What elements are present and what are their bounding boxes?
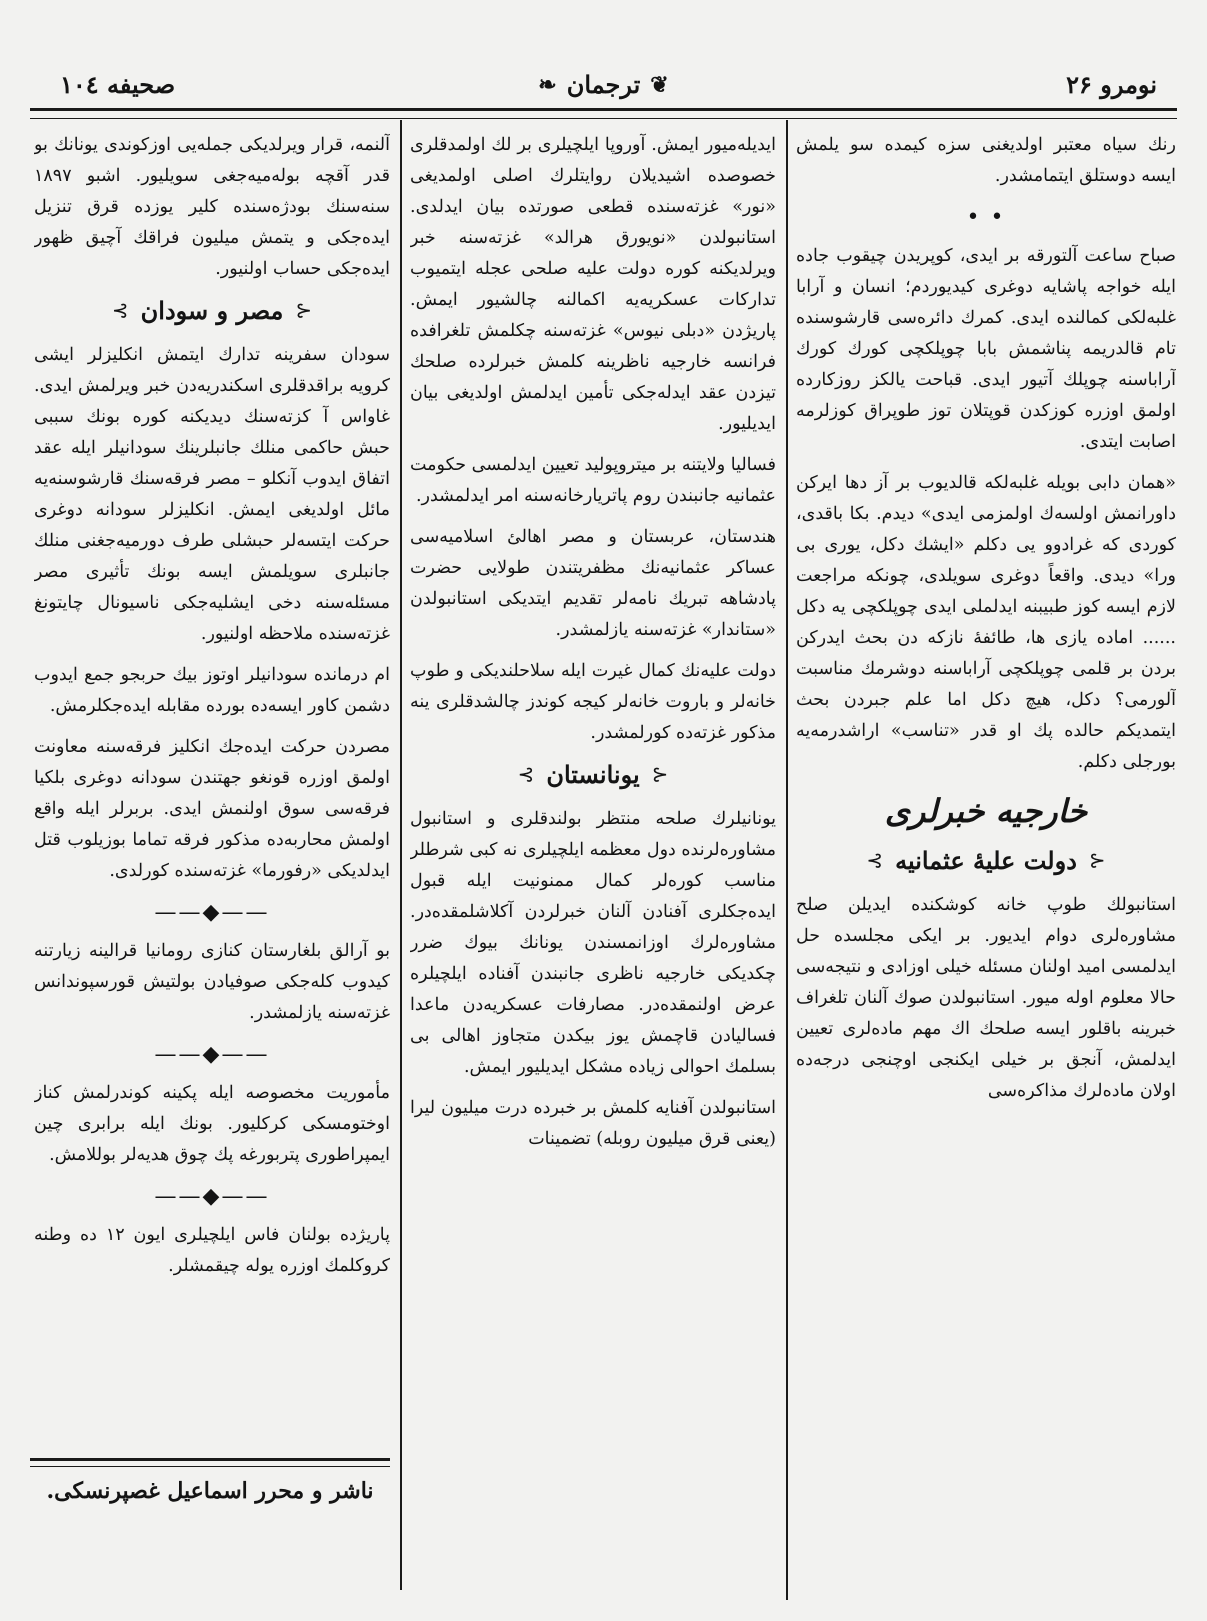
column-divider <box>400 120 402 1590</box>
ornament-icon: ⊱ <box>866 848 884 872</box>
paragraph: ام درمانده سودانيلر اوتوز بيك حربجو جمع ايدوب دشمن كاور ايسه‌ده بورده مقابله ايده‌جكلرمش. <box>34 665 390 716</box>
paragraph: صباح ساعت آلتورقه بر ايدى، كوپريدن چيقوب جاده ايله خواجه پاشايه دوغرى كيديوردم؛ انسان و آرابا غلبه‌لكى كمالنده ايدى. كمرك دائره‌سى قارشوسنده تام قالدريمه پناشمش بابا چوپلكچى كورك كورك آراباسنه چوپلك آتيور ايدى. قباحت يالكز روزكارده اولمق اوزره كوزكدن قوپتلان توز طوپراق كوزلرمه اصابت ايتدى. <box>796 246 1176 452</box>
paragraph: استانبولك طوپ خانه كوشكنده ايديلن صلح مشاوره‌لرى دوام ايديور. بر ايكى مجلسده حل ايدلمسى اميد اولنان مسئله خيلى اوزادى و نتيجه‌سى حالا معلوم اوله ميور. استانبولدن صوك آلنان تلغراف خبرينه باقلور ايسه صلحك اك مهم ماده‌لرى تعيين ايدلمش، آنجق بر خيلى ايكنجى اوچنجى درجه‌ده اولان ماده‌لرك مذاكره‌سى <box>796 895 1176 1101</box>
footer-rule <box>30 1458 390 1467</box>
paragraph: مصردن حركت ايده‌جك انكليز فرقه‌سنه معاونت اولمق اوزره قونغو جهتندن سودانه دوغرى بلكيا فرقه‌سى سوق اولنمش ايدى. بربرلر ايله واقع اولمش محاربه‌ده مذكور فرقه تماما بوزيلوب قتل ايدلديكى «رفورما» غزته‌سنده كورلدى. <box>34 737 390 881</box>
paragraph: ايديله‌ميور ايمش. آوروپا ايلچيلرى بر لك اولمدقلرى خصوصده اشيديلان روايتلرك اصلى اولمديغى «نور» غزته‌سنده قطعى صورتده بيان ايدلدى. استانبولدن «نويورق هرالد» غزته‌سنه خبر ويرلديكنه كوره دولت عليه صلحى عجله ايتميوب تداركات عسكريه‌يه اكمالنه چالشيور ايمش. پاريژدن «دبلى نيوس» غزته‌سنه چكلمش تلغرافده فرانسه خارجيه ناظرينه كلمش خبرلرده صلحك تيزدن عقد ايدله‌جكى تأمين ايدلمش اولديغى بيان ايديليور. <box>410 135 776 434</box>
ornament-icon: ❧ <box>538 71 557 98</box>
paragraph: سودان سفرينه تدارك ايتمش انكليزلر ايشى كرويه براقدقلرى اسكندريه‌دن خبر ويرلمش ايدى. غاواس آ كزته‌سنك ديديكنه كوره بونك سببى حبش حاكمى منلك جانبلرينك سودانيلر ايله عقد اتفاق ايدوب آنكلو – مصر فرقه‌سنك قارشوسنه‌يه مائل اولديغى ايمش. انكليزلر سودانه دوغرى حركت ايتسه‌لر حبشلى طرف دورميه‌جغنى منلك جانبلرى سويلمش ايسه بونك تأثيرى مصر مسئله‌سنه دخى ايشليه‌جكى ناسيونال چايتونغ غزته‌سنده ملاحظه اولنيور. <box>34 345 390 644</box>
separator-dots: • • <box>966 205 1006 230</box>
ornament-icon: ⊰ <box>1088 848 1106 872</box>
issue-number: نومرو ۲۶ <box>1066 70 1157 99</box>
newspaper-title-block <box>538 70 668 99</box>
ornament-icon: ⊰ <box>295 298 313 322</box>
separator-diamond: ——◆—— <box>154 1042 270 1067</box>
column-right <box>796 130 1176 1610</box>
masthead <box>30 66 1177 110</box>
column-middle <box>410 130 776 1610</box>
ornament-icon: ⊰ <box>651 762 669 786</box>
paragraph: هندستان، عربستان و مصر اهالئ اسلاميه‌سى عساكر عثمانيه‌نك مظفريتندن طولايى حضرت پادشاهه تبريك نامه‌لر تقديم ايتديكى استانبولدن «ستاندار» غزته‌سنه يازلمشدر. <box>410 527 776 640</box>
paragraph: فساليا ولايتنه بر ميتروپوليد تعيين ايدلمسى حكومت عثمانيه جانبندن روم پاتريارخانه‌سنه امر ايدلمشدر. <box>410 455 776 506</box>
paragraph: «همان دابى بويله غلبه‌لكه قالديوب بر آز دها ايركن داورانمش اولسه‌ك اولمزمى ايدى» ديدم. بكا باقدى، كوردى كه غرادوو يى دكلم «ايشك دكل، يورى بى ورا» ديدى. واقعاً دوغرى سويلدى، چونكه مراجعت لازم ايسه كوز طبيبنه ايدلملى ايدى چوپلكچى يه دكل ...... اماده يازى ها، طائفهٔ نازكه دن بحث ايدركن بردن بر قلمى چوپلكچى آراباسنه دوشرمك مناسبت آلورمى؟ دكل، هيچ دكل اما علم جبردن بحث ايتمديكم حالده پك او قدر «تناسب» اراشدرمه‌يه بورجلى دكلم. <box>796 473 1176 772</box>
paragraph: پاريژده بولنان فاس ايلچيلرى ايون ۱۲ ده وطنه كروكلمك اوزره يوله چيقمشلر. <box>34 1225 390 1276</box>
paragraph: استانبولدن آفنايه كلمش بر خبرده درت ميليون ليرا (يعنى قرق ميليون روبله) تضمينات <box>410 1098 776 1149</box>
header-rule <box>30 108 1177 119</box>
ornament-icon: ❦ <box>650 71 669 98</box>
paragraph: بو آرالق بلغارستان كنازى رومانيا قرالينه زيارتنه كيدوب كله‌جكى صوفيادن بولتيش قورسپوندانس غزته‌سنه يازلمشدر. <box>34 941 390 1023</box>
section-heading-ottoman-state: ⊰ دولت عليهٔ عثمانيه ⊱ <box>866 846 1106 875</box>
separator-diamond: ——◆—— <box>154 900 270 925</box>
paragraph: دولت عليه‌نك كمال غيرت ايله سلاحلنديكى و طوپ خانه‌لر و باروت خانه‌لر كيجه كوندز چالشدقلرى ينه مذكور غزته‌ده كورلمشدر. <box>410 661 776 743</box>
page-number: صحيفه ۱۰٤ <box>60 70 176 99</box>
section-heading-greece: ⊰ يونانستان ⊱ <box>517 760 669 789</box>
newspaper-title: ترجمان <box>566 70 641 99</box>
column-divider <box>786 120 788 1600</box>
publisher-line: ناشر و محرر اسماعيل غصپرنسكى. <box>46 1478 374 1504</box>
paragraph: مأموريت مخصوصه ايله پكينه كوندرلمش كناز اوختومسكى كركليور. بونك ايله برابرى چين ايمپراطورى پتربورغه پك چوق هديه‌لر بوللامش. <box>34 1083 390 1165</box>
paragraph: آلنمه، قرار ويرلديكى جمله‌يى اوزكوندى يونانك بو قدر آقچه بوله‌ميه‌جغى سويليور. اشبو ۱۸۹۷ سنه‌سنك بودژه‌سنده كلير يوزده قرق تنزيل ايده‌جكى و يتمش ميليون فراقك آچيق ظهور ايده‌جكى حساب اولنيور. <box>34 135 390 279</box>
column-left <box>34 130 390 1448</box>
paragraph: رنك سياه معتبر اولديغنى سزه كيمده سو يلمش ايسه دوستلق ايتمامشدر. <box>796 135 1176 186</box>
ornament-icon: ⊱ <box>111 298 129 322</box>
section-heading-egypt-sudan: ⊰ مصر و سودان ⊱ <box>111 296 313 325</box>
separator-diamond: ——◆—— <box>154 1184 270 1209</box>
section-heading-foreign-news: خارجيه خبرلرى <box>884 792 1088 830</box>
paragraph: يونانيلرك صلحه منتظر بولندقلرى و استانبول مشاوره‌لرنده دول معظمه ايلچيلرى نه كبى شرطلر مناسب كوره‌لر كمال ممنونيت ايله قبول ايده‌جكلرى آفنادن آلنان خبرلردن آكلاشلمقده‌در. مشاوره‌لرك اوزانمسندن يونانك بيوك ضرر چكديكى خارجيه ناظرى جانبندن آفناده ايلچيلره عرض اولنمقده‌در. مصارفات عسكريه‌دن ماعدا فساليادن قاچمش يوز بيكدن متجاوز اهالى بى بسلمك احوالى زياده مشكل ايديليور ايمش. <box>410 809 776 1077</box>
ornament-icon: ⊱ <box>517 762 535 786</box>
